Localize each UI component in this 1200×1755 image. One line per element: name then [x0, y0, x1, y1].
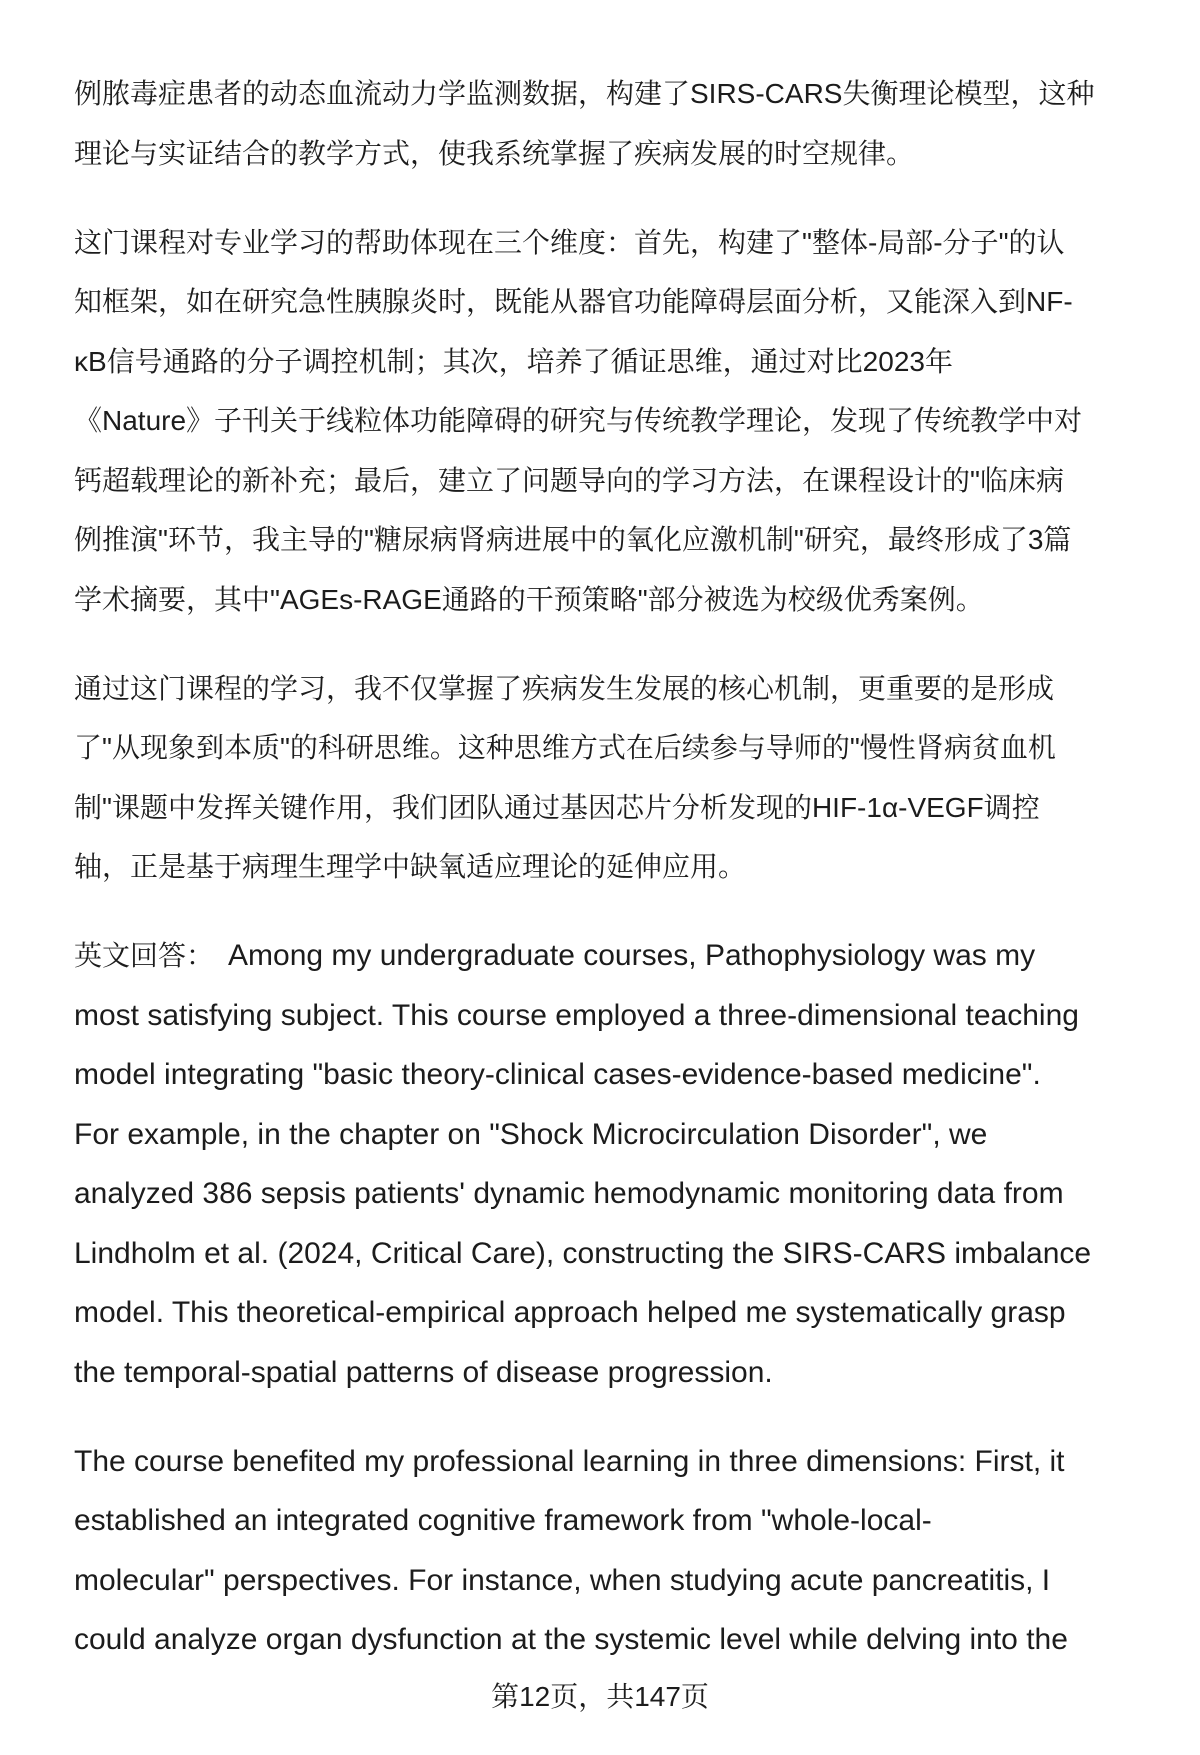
text-line: 这门课程对专业学习的帮助体现在三个维度：首先，构建了"整体-局部-分子"的认: [74, 226, 1065, 258]
page-number: 第12页，共147页: [491, 1681, 709, 1712]
text-line: 例推演"环节，我主导的"糖尿病肾病进展中的氧化应激机制"研究，最终形成了3篇: [74, 524, 1072, 555]
text-line: 制"课题中发挥关键作用，我们团队通过基因芯片分析发现的HIF-1α-VEGF调控: [74, 791, 1040, 823]
text-line: 理论与实证结合的教学方式，使我系统掌握了疾病发展的时空规律。: [74, 137, 915, 169]
text-line: molecular" perspectives. For instance, when studying acute pancreatitis, I: [74, 1563, 1051, 1597]
text-line: The course benefited my professional learning in three dimensions: First, it: [74, 1444, 1065, 1478]
paragraph-english-2: [74, 1432, 1200, 1670]
paragraph-english-1: [74, 926, 1200, 1402]
paragraph-chinese-1: [74, 64, 1200, 183]
text-line: most satisfying subject. This course employed a three-dimensional teaching: [74, 998, 1079, 1032]
text-line: could analyze organ dysfunction at the systemic level while delving into the: [74, 1623, 1068, 1656]
text-line: κB信号通路的分子调控机制；其次，培养了循证思维，通过对比2023年: [74, 345, 953, 377]
text-line: analyzed 386 sepsis patients' dynamic hemodynamic monitoring data from: [74, 1177, 1064, 1210]
text-span: Among my undergraduate courses, Pathophysiology was my: [228, 939, 1036, 972]
text-line: 例脓毒症患者的动态血流动力学监测数据，构建了SIRS-CARS失衡理论模型，这种: [74, 78, 1095, 109]
paragraph-chinese-2: [74, 213, 1200, 630]
text-line: For example, in the chapter on "Shock Microcirculation Disorder", we: [74, 1117, 988, 1151]
text-line: 通过这门课程的学习，我不仅掌握了疾病发生发展的核心机制，更重要的是形成: [74, 672, 1055, 704]
text-line: 轴，正是基于病理生理学中缺氧适应理论的延伸应用。: [74, 851, 747, 882]
text-line: Lindholm et al. (2024, Critical Care), constructing the SIRS-CARS imbalance: [74, 1236, 1092, 1270]
text-line: model. This theoretical-empirical approach helped me systematically grasp: [74, 1296, 1066, 1329]
text-line: the temporal-spatial patterns of disease progression.: [74, 1355, 773, 1389]
text-line: established an integrated cognitive framework from "whole-local-: [74, 1504, 932, 1537]
answer-label: 英文回答：: [74, 940, 215, 971]
text-line: model integrating "basic theory-clinical cases-evidence-based medicine".: [74, 1058, 1041, 1091]
text-line: 《Nature》子刊关于线粒体功能障碍的研究与传统教学理论，发现了传统教学中对: [74, 405, 1083, 436]
text-line: 知框架，如在研究急性胰腺炎时，既能从器官功能障碍层面分析，又能深入到NF-: [74, 286, 1073, 317]
text-line: 学术摘要，其中"AGEs-RAGE通路的干预策略"部分被选为校级优秀案例。: [74, 583, 984, 615]
paragraph-chinese-3: [74, 659, 1200, 897]
text-line: 了"从现象到本质"的科研思维。这种思维方式在后续参与导师的"慢性肾病贫血机: [74, 732, 1056, 763]
text-line: 钙超载理论的新补充；最后，建立了问题导向的学习方法，在课程设计的"临床病: [74, 464, 1064, 496]
text-line: [74, 926, 1200, 986]
